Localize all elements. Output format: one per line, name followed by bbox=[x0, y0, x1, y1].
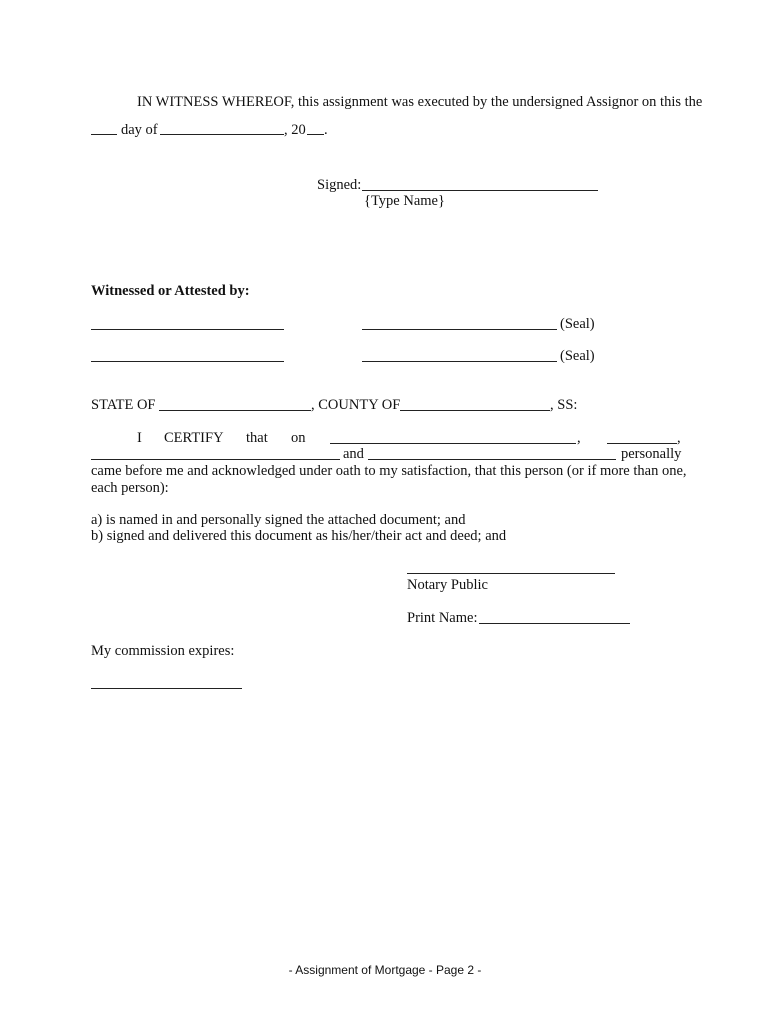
certify-word-that: that bbox=[246, 430, 268, 446]
certify-personally-word: personally bbox=[621, 446, 682, 462]
certify-and-word: and bbox=[343, 446, 364, 462]
item-b: b) signed and delivered this document as his/her/their act and deed; and bbox=[91, 528, 507, 544]
certify-comma-2: , bbox=[677, 430, 681, 446]
signature-line[interactable] bbox=[362, 190, 598, 191]
page-footer: - Assignment of Mortgage - Page 2 - bbox=[288, 963, 482, 977]
certify-comma-1: , bbox=[577, 430, 581, 446]
witness-line-1[interactable] bbox=[91, 329, 284, 330]
commission-date-line[interactable] bbox=[91, 688, 242, 689]
notary-signature-line[interactable] bbox=[407, 573, 615, 574]
witness-line-2[interactable] bbox=[91, 361, 284, 362]
certify-line-2: came before me and acknowledged under oath to my satisfaction, that this person (or if more than one, bbox=[91, 463, 687, 479]
commission-label: My commission expires: bbox=[91, 643, 235, 659]
certify-person1-line[interactable] bbox=[91, 459, 340, 460]
notary-public-label: Notary Public bbox=[407, 577, 488, 593]
ss-label: , SS: bbox=[550, 397, 578, 413]
witnessed-heading: Witnessed or Attested by: bbox=[91, 283, 250, 299]
year-prefix-text: , 20 bbox=[284, 122, 306, 138]
witness-paragraph-line1: IN WITNESS WHEREOF, this assignment was executed by the undersigned Assignor on this the bbox=[137, 94, 703, 110]
certify-word-certify: CERTIFY bbox=[164, 430, 224, 446]
certify-word-i: I bbox=[137, 430, 142, 446]
month-blank-line[interactable] bbox=[160, 134, 284, 135]
certify-word-on: on bbox=[291, 430, 306, 446]
county-label: , COUNTY OF bbox=[311, 397, 401, 413]
witness-period: . bbox=[324, 122, 328, 138]
seal-label-2: (Seal) bbox=[560, 348, 595, 364]
item-a: a) is named in and personally signed the attached document; and bbox=[91, 512, 466, 528]
print-name-label: Print Name: bbox=[407, 610, 478, 626]
county-blank-line[interactable] bbox=[400, 410, 550, 411]
certify-date-line[interactable] bbox=[330, 443, 576, 444]
print-name-line[interactable] bbox=[479, 623, 630, 624]
type-name-caption: {Type Name} bbox=[364, 193, 445, 209]
certify-year-line[interactable] bbox=[607, 443, 677, 444]
day-blank-line[interactable] bbox=[91, 134, 117, 135]
state-label: STATE OF bbox=[91, 397, 156, 413]
year-blank-line[interactable] bbox=[307, 134, 324, 135]
day-of-text: day of bbox=[121, 122, 158, 138]
seal-label-1: (Seal) bbox=[560, 316, 595, 332]
seal-line-2[interactable] bbox=[362, 361, 557, 362]
seal-line-1[interactable] bbox=[362, 329, 557, 330]
certify-line-3: each person): bbox=[91, 480, 169, 496]
certify-person2-line[interactable] bbox=[368, 459, 616, 460]
state-blank-line[interactable] bbox=[159, 410, 311, 411]
signed-label: Signed: bbox=[317, 177, 362, 193]
